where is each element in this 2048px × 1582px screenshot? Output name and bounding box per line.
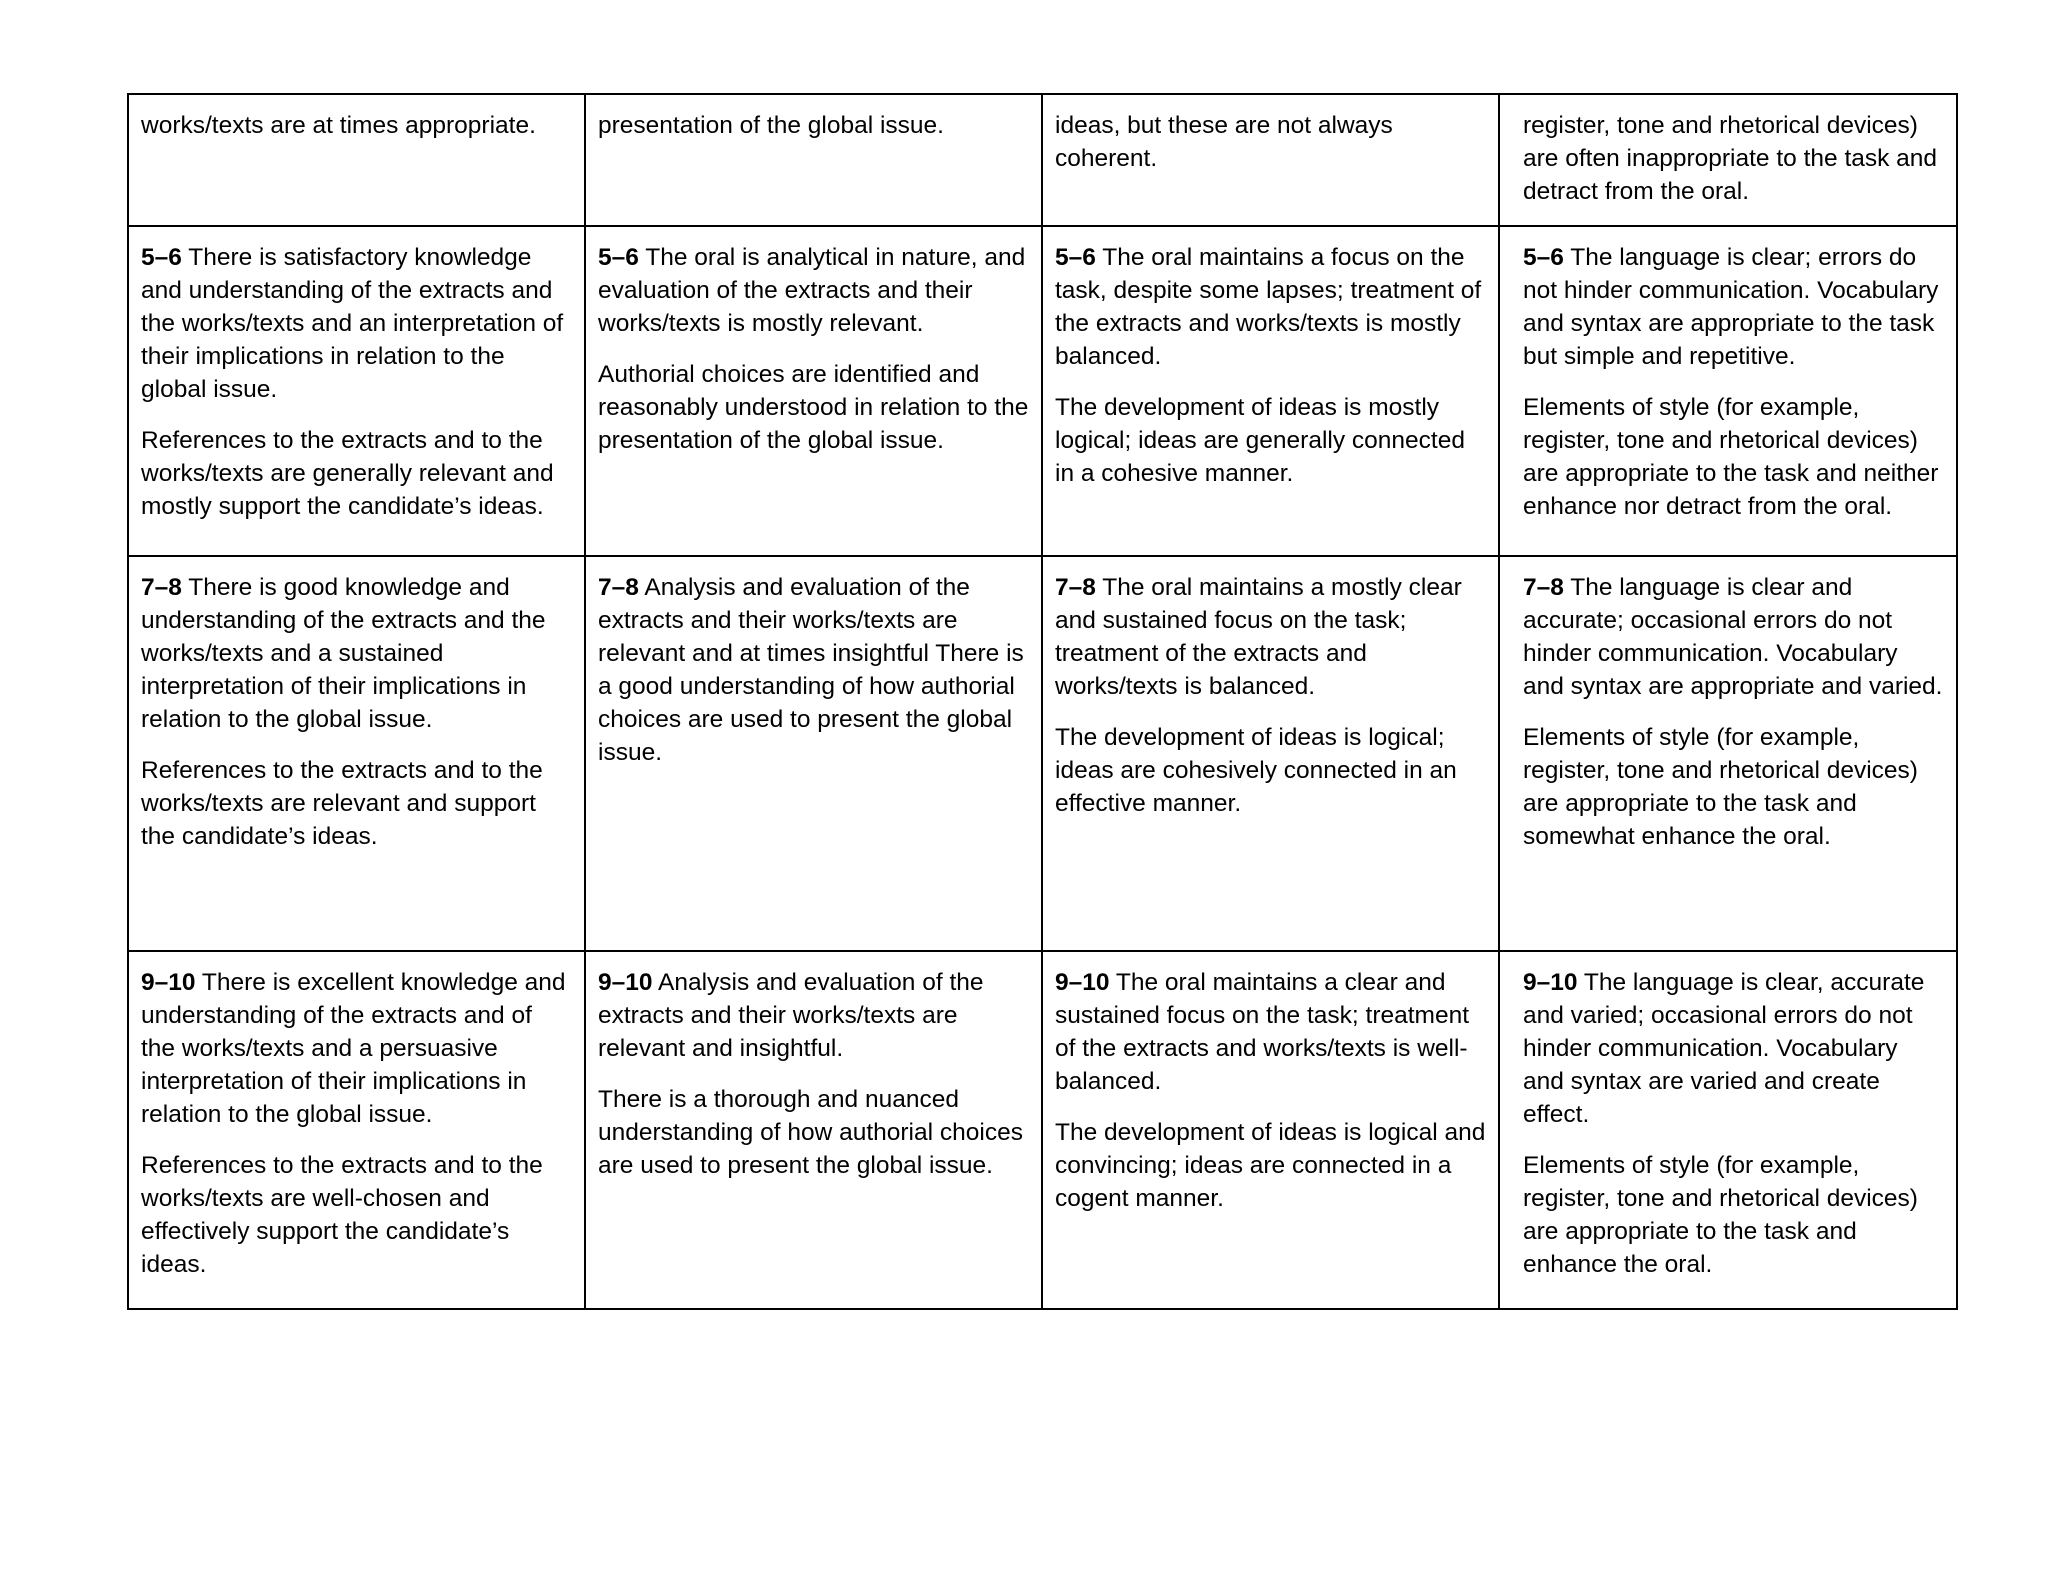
rubric-cell [128,226,585,556]
descriptor-paragraph [1055,966,1486,1098]
descriptor-text: The oral maintains a clear and sustained focus on the task; treatment of the extracts and works/texts is well-balanced. [1055,969,1470,1095]
rubric-cell [1499,94,1957,226]
mark-band-label: 9–10 [141,969,196,996]
descriptor-text: Analysis and evaluation of the extracts and their works/texts are relevant and at times insightful There is a good understanding of how authorial choices are used to present the global issue. [598,574,1024,766]
mark-band-label: 5–6 [141,244,182,271]
descriptor-paragraph [598,966,1029,1065]
descriptor-paragraph [141,424,572,523]
descriptor-text: works/texts are at times appropriate. [141,112,536,139]
rubric-cell [1042,226,1499,556]
descriptor-text: References to the extracts and to the works/texts are well-chosen and effectively support the candidate’s ideas. [141,1152,543,1278]
rubric-cell [1042,94,1499,226]
descriptor-text: The oral maintains a focus on the task, despite some lapses; treatment of the extracts and works/texts is mostly balanced. [1055,244,1482,370]
descriptor-paragraph [1523,391,1944,523]
descriptor-text: The language is clear; errors do not hinder communication. Vocabulary and syntax are appropriate to the task but simple and repetitive. [1523,244,1939,370]
descriptor-text: There is excellent knowledge and understanding of the extracts and of the works/texts and a persuasive interpretation of their implications in relation to the global issue. [141,969,566,1128]
descriptor-paragraph [1523,721,1944,853]
rubric-cell [128,94,585,226]
descriptor-text: presentation of the global issue. [598,112,944,139]
descriptor-text: The language is clear and accurate; occasional errors do not hinder communication. Vocabulary and syntax are appropriate and varied. [1523,574,1943,700]
descriptor-paragraph [1523,1149,1944,1281]
descriptor-text: References to the extracts and to the works/texts are generally relevant and mostly support the candidate’s ideas. [141,427,554,520]
mark-band-label: 9–10 [1523,969,1578,996]
descriptor-text: ideas, but these are not always coherent. [1055,112,1393,172]
descriptor-text: The language is clear, accurate and varied; occasional errors do not hinder communication. Vocabulary and syntax are varied and create effect. [1523,969,1925,1128]
rubric-row [128,951,1957,1309]
mark-band-label: 7–8 [1055,574,1096,601]
descriptor-text: The oral maintains a mostly clear and sustained focus on the task; treatment of the extracts and works/texts is balanced. [1055,574,1462,700]
descriptor-text: Elements of style (for example, register, tone and rhetorical devices) are appropriate to the task and enhance the oral. [1523,1152,1918,1278]
descriptor-text: register, tone and rhetorical devices) are often inappropriate to the task and detract from the oral. [1523,112,1938,205]
descriptor-text: Analysis and evaluation of the extracts and their works/texts are relevant and insightful. [598,969,984,1062]
mark-band-label: 7–8 [1523,574,1564,601]
rubric-cell [1499,556,1957,951]
descriptor-paragraph [141,571,572,736]
rubric-row [128,556,1957,951]
rubric-cell [1042,951,1499,1309]
rubric-cell [585,94,1042,226]
mark-band-label: 9–10 [1055,969,1110,996]
descriptor-paragraph [1523,571,1944,703]
descriptor-paragraph [1055,391,1486,490]
mark-band-label: 5–6 [1055,244,1096,271]
descriptor-text: Elements of style (for example, register, tone and rhetorical devices) are appropriate to the task and somewhat enhance the oral. [1523,724,1918,850]
mark-band-label: 5–6 [598,244,639,271]
rubric-body [128,94,1957,1309]
descriptor-text: The oral is analytical in nature, and evaluation of the extracts and their works/texts is mostly relevant. [598,244,1026,337]
rubric-cell [1499,226,1957,556]
descriptor-paragraph [598,358,1029,457]
descriptor-text: The development of ideas is logical; ideas are cohesively connected in an effective manner. [1055,724,1457,817]
rubric-cell [1499,951,1957,1309]
rubric-table [127,93,1958,1310]
mark-band-label: 7–8 [141,574,182,601]
mark-band-label: 7–8 [598,574,639,601]
mark-band-label: 9–10 [598,969,653,996]
descriptor-paragraph [1523,241,1944,373]
descriptor-text: There is a thorough and nuanced understanding of how authorial choices are used to present the global issue. [598,1086,1023,1179]
descriptor-text: Elements of style (for example, register, tone and rhetorical devices) are appropriate to the task and neither enhance nor detract from the oral. [1523,394,1939,520]
descriptor-paragraph [141,754,572,853]
rubric-cell [585,556,1042,951]
descriptor-paragraph [1523,109,1944,208]
rubric-row [128,94,1957,226]
descriptor-text: Authorial choices are identified and reasonably understood in relation to the presentation of the global issue. [598,361,1029,454]
descriptor-paragraph [141,109,572,142]
rubric-row [128,226,1957,556]
descriptor-paragraph [141,241,572,406]
mark-band-label: 5–6 [1523,244,1564,271]
descriptor-paragraph [141,966,572,1131]
descriptor-paragraph [1055,571,1486,703]
descriptor-paragraph [1055,1116,1486,1215]
descriptor-paragraph [1523,966,1944,1131]
descriptor-paragraph [1055,109,1486,175]
rubric-cell [1042,556,1499,951]
rubric-cell [128,556,585,951]
descriptor-paragraph [598,1083,1029,1182]
descriptor-text: The development of ideas is logical and convincing; ideas are connected in a cogent manner. [1055,1119,1486,1212]
descriptor-paragraph [598,241,1029,340]
descriptor-text: There is satisfactory knowledge and understanding of the extracts and the works/texts and an interpretation of their implications in relation to the global issue. [141,244,564,403]
descriptor-paragraph [141,1149,572,1281]
descriptor-paragraph [1055,241,1486,373]
descriptor-paragraph [1055,721,1486,820]
rubric-cell [585,226,1042,556]
descriptor-paragraph [598,571,1029,769]
rubric-cell [128,951,585,1309]
descriptor-paragraph [598,109,1029,142]
rubric-cell [585,951,1042,1309]
descriptor-text: The development of ideas is mostly logical; ideas are generally connected in a cohesive manner. [1055,394,1465,487]
descriptor-text: There is good knowledge and understanding of the extracts and the works/texts and a sustained interpretation of their implications in relation to the global issue. [141,574,546,733]
descriptor-text: References to the extracts and to the works/texts are relevant and support the candidate’s ideas. [141,757,543,850]
